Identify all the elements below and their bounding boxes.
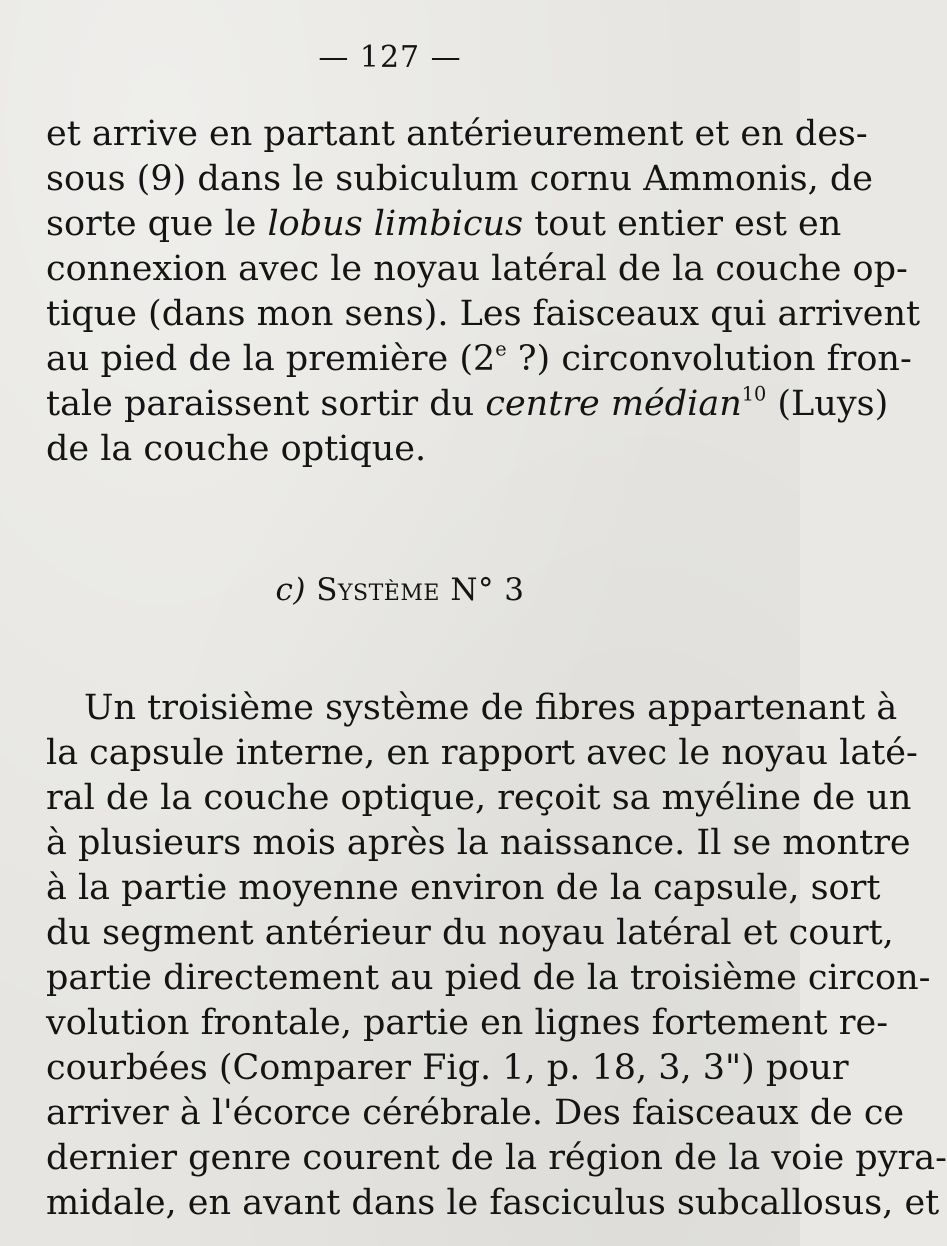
text-line: ral de la couche optique, reçoit sa myéline de un [46, 778, 912, 818]
text-line: connexion avec le noyau latéral de la couche op- [46, 249, 908, 289]
section-letter: c) [275, 572, 306, 608]
text-line: à la partie moyenne environ de la capsule, sort [46, 868, 881, 908]
text-line: courbées (Comparer Fig. 1, p. 18, 3, 3") pour [46, 1048, 849, 1088]
text-run: tout entier est en [523, 204, 842, 244]
text-line: volution frontale, partie en lignes fortement re- [46, 1003, 889, 1043]
text-run: sorte que le [46, 204, 268, 244]
paragraph-2 [46, 686, 947, 1226]
text-line: sous (9) dans le subiculum cornu Ammonis, de [46, 159, 873, 199]
superscript: e [495, 337, 507, 361]
text-line: tique (dans mon sens). Les faisceaux qui arrivent [46, 294, 921, 334]
text-run: au pied de la première (2 [46, 339, 496, 379]
section-number: N° 3 [450, 572, 525, 608]
text-run: (Luys) [766, 384, 889, 424]
text-line [46, 337, 912, 382]
text-line: la capsule interne, en rapport avec le noyau laté- [46, 733, 918, 773]
footnote-ref[interactable]: 10 [741, 382, 767, 406]
text-line: midale, en avant dans le fasciculus subcallosus, et [46, 1183, 940, 1223]
text-run: ?) circonvolution fron- [506, 339, 912, 379]
text-line: et arrive en partant antérieurement et en des- [46, 114, 868, 154]
section-heading [0, 572, 800, 608]
text-line: du segment antérieur du noyau latéral et court, [46, 913, 894, 953]
text-line: à plusieurs mois après la naissance. Il se montre [46, 823, 911, 863]
text-line [46, 202, 842, 247]
text-line: de la couche optique. [46, 429, 427, 469]
paragraph-1 [46, 112, 921, 472]
italic-term: lobus limbicus [267, 204, 524, 244]
text-line: arriver à l'écorce cérébrale. Des faisceaux de ce [46, 1093, 905, 1133]
text-line [46, 382, 889, 427]
text-line: Un troisième système de fibres appartenant à [84, 688, 898, 728]
page-number: — 127 — [318, 40, 462, 75]
italic-term: centre médian [485, 384, 742, 424]
text-run: tale paraissent sortir du [46, 384, 486, 424]
text-line: partie directement au pied de la troisième circon- [46, 958, 931, 998]
text-line: dernier genre courent de la région de la voie pyra- [46, 1138, 947, 1178]
section-title: Système [316, 572, 440, 608]
